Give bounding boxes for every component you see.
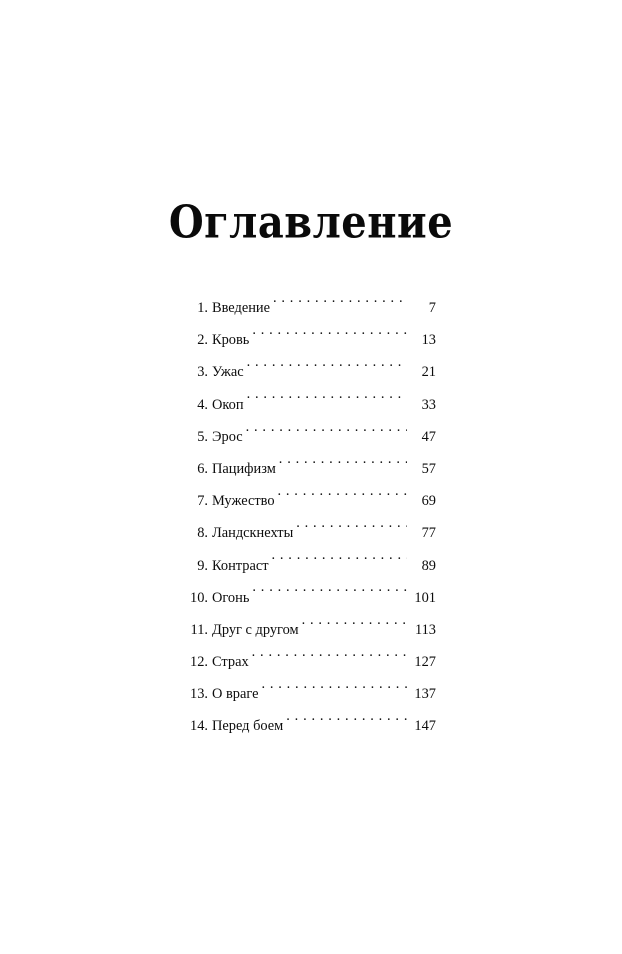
toc-entry-page: 47 bbox=[421, 428, 436, 445]
toc-entry-number: 10. bbox=[190, 589, 208, 606]
toc-leader-dots bbox=[278, 491, 407, 505]
toc-entry-number: 3. bbox=[197, 364, 208, 381]
toc-entry[interactable] bbox=[186, 646, 436, 678]
toc-leader-dots bbox=[279, 459, 407, 473]
toc-entry-page: 57 bbox=[421, 460, 436, 477]
toc-entry-label: Контраст bbox=[212, 557, 269, 574]
toc-leader-dots bbox=[252, 588, 407, 602]
toc-entry-page: 127 bbox=[414, 654, 436, 671]
toc-entry-number: 2. bbox=[197, 332, 208, 349]
toc-entry[interactable] bbox=[186, 292, 436, 324]
toc-entry-label: Страх bbox=[212, 654, 249, 671]
toc-entry-label: Введение bbox=[212, 300, 271, 316]
toc-leader-dots bbox=[252, 652, 407, 666]
toc-entry-number: 4. bbox=[197, 396, 208, 413]
toc-entry-label: Перед боем bbox=[212, 718, 284, 735]
toc-entry[interactable] bbox=[186, 485, 436, 517]
toc-leader-dots bbox=[261, 684, 407, 698]
toc-entry-label: Окоп bbox=[212, 396, 244, 413]
toc-entry-number: 12. bbox=[190, 654, 208, 671]
table-of-contents bbox=[186, 292, 436, 743]
toc-entry-number: 1. bbox=[197, 300, 208, 316]
toc-entry[interactable] bbox=[186, 614, 436, 646]
toc-entry-page: 101 bbox=[414, 589, 436, 606]
toc-entry-label: Пацифизм bbox=[212, 460, 276, 477]
page-title: Оглавление bbox=[168, 196, 454, 249]
toc-entry-page: 147 bbox=[414, 718, 436, 735]
toc-entry[interactable] bbox=[186, 421, 436, 453]
toc-entry-label: О враге bbox=[212, 686, 259, 703]
toc-entry-label: Кровь bbox=[212, 332, 250, 349]
toc-entry-page: 113 bbox=[414, 621, 436, 638]
toc-entry-page: 13 bbox=[421, 332, 436, 349]
toc-leader-dots bbox=[246, 427, 407, 441]
toc-leader-dots bbox=[247, 362, 407, 376]
toc-leader-dots bbox=[273, 298, 407, 312]
toc-entry-label: Мужество bbox=[212, 493, 275, 510]
toc-entry-label: Друг с другом bbox=[212, 621, 299, 638]
toc-entry-number: 9. bbox=[197, 557, 208, 574]
toc-entry-page: 33 bbox=[421, 396, 436, 413]
toc-entry-page: 77 bbox=[421, 525, 436, 542]
toc-entry-label: Ужас bbox=[212, 364, 244, 381]
toc-entry-page: 69 bbox=[421, 493, 436, 510]
toc-entry[interactable] bbox=[186, 678, 436, 710]
toc-entry-number: 8. bbox=[197, 525, 208, 542]
toc-leader-dots bbox=[286, 716, 407, 730]
toc-leader-dots bbox=[272, 556, 407, 570]
toc-entry[interactable] bbox=[186, 582, 436, 614]
toc-entry[interactable] bbox=[186, 389, 436, 421]
toc-entry[interactable] bbox=[186, 453, 436, 485]
toc-entry-page: 21 bbox=[421, 364, 436, 381]
toc-entry[interactable] bbox=[186, 356, 436, 388]
toc-entry-number: 7. bbox=[197, 493, 208, 510]
toc-entry[interactable] bbox=[186, 517, 436, 549]
toc-entry-number: 11. bbox=[190, 621, 208, 638]
toc-entry[interactable] bbox=[186, 550, 436, 582]
toc-entry-number: 5. bbox=[197, 428, 208, 445]
toc-entry-number: 6. bbox=[197, 460, 208, 477]
toc-entry[interactable] bbox=[186, 710, 436, 742]
toc-entry-label: Эрос bbox=[212, 428, 243, 445]
toc-leader-dots bbox=[252, 330, 407, 344]
toc-entry-number: 13. bbox=[190, 686, 208, 703]
toc-entry-label: Огонь bbox=[212, 589, 250, 606]
toc-entry-label: Ландскнехты bbox=[212, 525, 294, 542]
toc-entry-number: 14. bbox=[190, 718, 208, 735]
toc-leader-dots bbox=[247, 395, 407, 409]
toc-leader-dots bbox=[296, 523, 407, 537]
toc-entry[interactable] bbox=[186, 324, 436, 356]
toc-entry-page: 7 bbox=[428, 300, 436, 316]
toc-leader-dots bbox=[302, 620, 407, 634]
toc-entry-page: 89 bbox=[421, 557, 436, 574]
toc-entry-page: 137 bbox=[414, 686, 436, 703]
